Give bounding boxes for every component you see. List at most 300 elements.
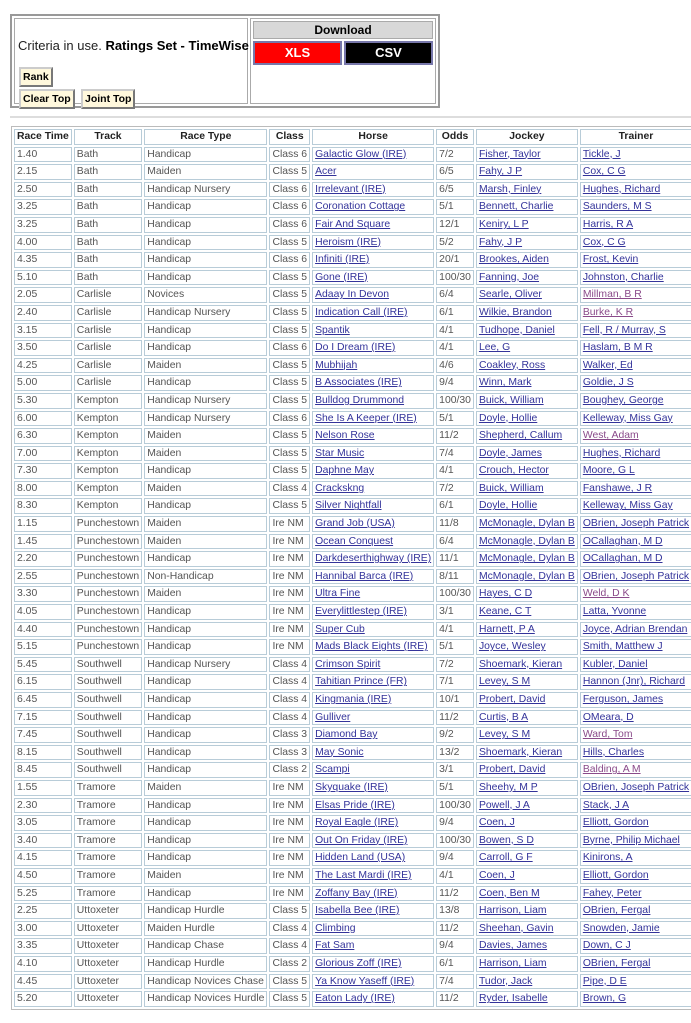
trainer-cell [580, 798, 691, 814]
horse-link[interactable]: Infiniti (IRE) [315, 254, 370, 266]
jockey-link[interactable]: Wilkie, Brandon [478, 306, 552, 318]
criteria-panel [10, 14, 440, 108]
table-row [14, 182, 691, 198]
trainer-link[interactable]: Cox, C G [582, 166, 626, 178]
trainer-link[interactable]: Elliott, Gordon [582, 817, 649, 829]
race-type-cell: Maiden [144, 428, 267, 444]
jockey-link[interactable]: Powell, J A [478, 799, 530, 811]
jockey-cell [476, 305, 578, 321]
jockey-cell [476, 833, 578, 849]
jockey-link[interactable]: Fisher, Taylor [478, 148, 541, 160]
jockey-link[interactable]: Harrison, Liam [478, 905, 547, 917]
race-type-cell: Handicap [144, 762, 267, 778]
jockey-cell [476, 938, 578, 954]
trainer-cell [580, 762, 691, 778]
trainer-link[interactable]: Balding, A M [582, 764, 641, 776]
race-time-cell: 4.15 [14, 850, 72, 866]
horse-link[interactable]: Ya Know Yaseff (IRE) [315, 975, 415, 987]
odds-cell: 3/1 [436, 604, 474, 620]
class-cell: Class 3 [269, 745, 310, 761]
race-time-cell: 2.50 [14, 182, 72, 198]
jockey-link[interactable]: Harrison, Liam [478, 957, 547, 969]
jockey-cell [476, 780, 578, 796]
horse-link[interactable]: Fat Sam [315, 940, 355, 952]
trainer-link[interactable]: OCallaghan, M D [582, 553, 663, 565]
horse-link[interactable]: She Is A Keeper (IRE) [315, 412, 417, 424]
track-cell: Punchestown [74, 516, 142, 532]
race-time-cell: 6.15 [14, 674, 72, 690]
trainer-cell [580, 710, 691, 726]
race-type-cell: Handicap Nursery [144, 411, 267, 427]
horse-link[interactable]: Heroism (IRE) [315, 236, 381, 248]
horse-link[interactable]: Coronation Cottage [315, 201, 406, 213]
jockey-link[interactable]: Shepherd, Callum [478, 430, 563, 442]
horse-link[interactable]: Acer [315, 166, 337, 178]
jockey-link[interactable]: Winn, Mark [478, 377, 532, 389]
horse-cell [312, 164, 434, 180]
horse-link[interactable]: Tahitian Prince (FR) [315, 676, 407, 688]
xls-download-button[interactable]: XLS [253, 41, 342, 65]
jockey-link[interactable]: Levey, S M [478, 729, 531, 741]
odds-cell: 9/4 [436, 375, 474, 391]
class-cell: Ire NM [269, 639, 310, 655]
table-row [14, 868, 691, 884]
jockey-link[interactable]: Keniry, L P [478, 218, 529, 230]
horse-cell [312, 815, 434, 831]
horse-link[interactable]: Royal Eagle (IRE) [315, 817, 399, 829]
jockey-link[interactable]: McMonagle, Dylan B [478, 570, 575, 582]
jockey-cell [476, 762, 578, 778]
race-time-cell: 2.30 [14, 798, 72, 814]
horse-link[interactable]: B Associates (IRE) [315, 377, 402, 389]
horse-link[interactable]: Mads Black Eights (IRE) [315, 641, 428, 653]
jockey-link[interactable]: Probert, David [478, 764, 546, 776]
class-cell: Class 4 [269, 938, 310, 954]
trainer-cell [580, 358, 691, 374]
odds-cell: 4/1 [436, 340, 474, 356]
odds-cell: 12/1 [436, 217, 474, 233]
class-cell: Ire NM [269, 780, 310, 796]
jockey-link[interactable]: Tudhope, Daniel [478, 324, 555, 336]
trainer-link[interactable]: OBrien, Joseph Patrick [582, 781, 690, 793]
jockey-link[interactable]: Bowen, S D [478, 834, 534, 846]
trainer-link[interactable]: Frost, Kevin [582, 254, 639, 266]
odds-cell: 5/1 [436, 639, 474, 655]
jockey-cell [476, 393, 578, 409]
trainer-link[interactable]: West, Adam [582, 430, 639, 442]
trainer-cell [580, 674, 691, 690]
table-row [14, 586, 691, 602]
trainer-link[interactable]: Down, C J [582, 940, 631, 952]
horse-link[interactable]: Everylittlestep (IRE) [315, 606, 407, 618]
jockey-link[interactable]: Searle, Oliver [478, 289, 542, 301]
jockey-link[interactable]: Coen, J [478, 869, 515, 881]
class-cell: Class 6 [269, 182, 310, 198]
trainer-cell [580, 604, 691, 620]
class-cell: Ire NM [269, 850, 310, 866]
jockey-link[interactable]: Keane, C T [478, 606, 532, 618]
odds-cell: 6/5 [436, 164, 474, 180]
horse-link[interactable]: Star Music [315, 447, 365, 459]
trainer-link[interactable]: Kelleway, Miss Gay [582, 500, 673, 512]
race-type-cell: Handicap [144, 498, 267, 514]
horse-link[interactable]: May Sonic [315, 746, 364, 758]
horse-cell [312, 182, 434, 198]
horse-link[interactable]: Ultra Fine [315, 588, 361, 600]
jockey-cell [476, 974, 578, 990]
trainer-link[interactable]: Brown, G [582, 993, 627, 1005]
rank-button[interactable]: Rank [19, 67, 53, 87]
horse-link[interactable]: Out On Friday (IRE) [315, 834, 408, 846]
jockey-link[interactable]: Fahy, J P [478, 166, 523, 178]
jockey-link[interactable]: Joyce, Wesley [478, 641, 546, 653]
trainer-link[interactable]: Snowden, Jamie [582, 922, 660, 934]
trainer-link[interactable]: Weld, D K [582, 588, 630, 600]
odds-cell: 10/1 [436, 692, 474, 708]
jockey-link[interactable]: Carroll, G F [478, 852, 533, 864]
trainer-link[interactable]: Fahey, Peter [582, 887, 642, 899]
race-time-cell: 1.45 [14, 534, 72, 550]
criteria-text: Criteria in use. Ratings Set - TimeWise [18, 38, 249, 53]
jockey-cell [476, 534, 578, 550]
horse-cell [312, 551, 434, 567]
trainer-link[interactable]: Kelleway, Miss Gay [582, 412, 673, 424]
race-type-cell: Handicap [144, 674, 267, 690]
trainer-link[interactable]: Kinirons, A [582, 852, 633, 864]
horse-cell [312, 358, 434, 374]
trainer-link[interactable]: Moore, G L [582, 465, 635, 477]
trainer-link[interactable]: OMeara, D [582, 711, 634, 723]
trainer-cell [580, 974, 691, 990]
jockey-link[interactable]: Coen, Ben M [478, 887, 540, 899]
jockey-link[interactable]: Sheehan, Gavin [478, 922, 554, 934]
race-type-cell: Handicap Nursery [144, 657, 267, 673]
track-cell: Tramore [74, 815, 142, 831]
trainer-link[interactable]: Goldie, J S [582, 377, 634, 389]
jockey-link[interactable]: Bennett, Charlie [478, 201, 554, 213]
trainer-link[interactable]: OBrien, Joseph Patrick [582, 518, 690, 530]
trainer-link[interactable]: Burke, K R [582, 306, 634, 318]
jockey-link[interactable]: Ryder, Isabelle [478, 993, 548, 1005]
race-type-cell: Handicap [144, 622, 267, 638]
trainer-cell [580, 463, 691, 479]
horse-cell [312, 446, 434, 462]
table-row [14, 604, 691, 620]
table-row [14, 551, 691, 567]
trainer-link[interactable]: Elliott, Gordon [582, 869, 649, 881]
jockey-link[interactable]: Brookes, Aiden [478, 254, 549, 266]
jockey-cell [476, 235, 578, 251]
horse-link[interactable]: Climbing [315, 922, 356, 934]
trainer-link[interactable]: Cox, C G [582, 236, 626, 248]
horse-link[interactable]: Skyquake (IRE) [315, 781, 388, 793]
class-cell: Class 3 [269, 727, 310, 743]
odds-cell: 11/2 [436, 710, 474, 726]
trainer-link[interactable]: Ferguson, James [582, 694, 664, 705]
trainer-cell [580, 551, 691, 567]
table-row [14, 340, 691, 356]
horse-link[interactable]: Gone (IRE) [315, 271, 368, 283]
table-row [14, 727, 691, 743]
table-row [14, 498, 691, 514]
horse-link[interactable]: Super Cub [315, 623, 365, 635]
jockey-link[interactable]: Coakley, Ross [478, 359, 546, 371]
horse-cell [312, 798, 434, 814]
horse-link[interactable]: Ocean Conquest [315, 535, 394, 547]
trainer-link[interactable]: OBrien, Fergal [582, 905, 651, 917]
class-cell: Class 5 [269, 235, 310, 251]
trainer-cell [580, 657, 691, 673]
jockey-link[interactable]: Tudor, Jack [478, 975, 533, 987]
trainer-link[interactable]: Hughes, Richard [582, 183, 661, 195]
jockey-link[interactable]: McMonagle, Dylan B [478, 553, 575, 565]
race-type-cell: Handicap [144, 551, 267, 567]
horse-link[interactable]: Galactic Glow (IRE) [315, 148, 407, 160]
horse-link[interactable]: Hidden Land (USA) [315, 852, 406, 864]
horse-link[interactable]: Isabella Bee (IRE) [315, 905, 400, 917]
odds-cell: 9/4 [436, 850, 474, 866]
horse-link[interactable]: Darkdeserthighway (IRE) [315, 553, 432, 565]
jockey-link[interactable]: McMonagle, Dylan B [478, 535, 575, 547]
race-type-cell: Handicap [144, 463, 267, 479]
jockey-link[interactable]: Fanning, Joe [478, 271, 540, 283]
race-type-cell: Handicap Hurdle [144, 903, 267, 919]
race-time-cell: 3.35 [14, 938, 72, 954]
horse-link[interactable]: Diamond Bay [315, 729, 378, 741]
track-cell: Southwell [74, 692, 142, 708]
race-time-cell: 2.05 [14, 287, 72, 303]
horse-link[interactable]: Crimson Spirit [315, 658, 381, 670]
class-cell: Ire NM [269, 815, 310, 831]
jockey-link[interactable]: Doyle, Hollie [478, 500, 538, 512]
jockey-link[interactable]: Davies, James [478, 940, 548, 952]
odds-cell: 7/1 [436, 674, 474, 690]
horse-link[interactable]: Do I Dream (IRE) [315, 342, 396, 354]
trainer-cell [580, 323, 691, 339]
track-cell: Punchestown [74, 569, 142, 585]
horse-link[interactable]: Daphne May [315, 465, 375, 477]
trainer-link[interactable]: Byrne, Philip Michael [582, 834, 680, 846]
class-cell: Ire NM [269, 551, 310, 567]
ratings-set: Ratings Set - TimeWise [105, 38, 249, 53]
class-cell: Class 6 [269, 199, 310, 215]
trainer-link[interactable]: Tickle, J [582, 148, 621, 160]
odds-cell: 7/2 [436, 147, 474, 163]
horse-cell [312, 762, 434, 778]
track-cell: Punchestown [74, 551, 142, 567]
class-cell: Class 4 [269, 481, 310, 497]
trainer-link[interactable]: Hills, Charles [582, 746, 645, 758]
class-cell: Ire NM [269, 604, 310, 620]
class-cell: Ire NM [269, 569, 310, 585]
trainer-link[interactable]: Stack, J A [582, 799, 630, 811]
trainer-link[interactable]: Joyce, Adrian Brendan [582, 623, 688, 635]
trainer-cell [580, 569, 691, 585]
trainer-link[interactable]: Fell, R / Murray, S [582, 324, 666, 336]
race-type-cell: Handicap [144, 745, 267, 761]
race-type-cell: Maiden [144, 446, 267, 462]
horse-link[interactable]: Eaton Lady (IRE) [315, 993, 395, 1005]
horse-link[interactable]: Irrelevant (IRE) [315, 183, 386, 195]
trainer-link[interactable]: Fanshawe, J R [582, 482, 653, 494]
horse-link[interactable]: Bulldog Drummond [315, 394, 405, 406]
table-row [14, 446, 691, 462]
jockey-link[interactable]: Coen, J [478, 817, 515, 829]
jockey-cell [476, 358, 578, 374]
horse-link[interactable]: Fair And Square [315, 218, 391, 230]
trainer-link[interactable]: OBrien, Joseph Patrick [582, 570, 690, 582]
track-cell: Bath [74, 164, 142, 180]
horse-link[interactable]: Adaay In Devon [315, 289, 390, 301]
horse-link[interactable]: Gulliver [315, 711, 351, 723]
horse-cell [312, 411, 434, 427]
horse-cell [312, 710, 434, 726]
track-cell: Tramore [74, 850, 142, 866]
trainer-link[interactable]: Harris, R A [582, 218, 634, 230]
odds-cell: 13/2 [436, 745, 474, 761]
horse-link[interactable]: Kingmania (IRE) [315, 694, 392, 705]
jockey-link[interactable]: Shoemark, Kieran [478, 658, 563, 670]
jockey-link[interactable]: Marsh, Finley [478, 183, 542, 195]
horse-cell [312, 604, 434, 620]
jockey-link[interactable]: McMonagle, Dylan B [478, 518, 575, 530]
horse-link[interactable]: Elsas Pride (IRE) [315, 799, 395, 811]
trainer-link[interactable]: Walker, Ed [582, 359, 633, 371]
jockey-link[interactable]: Doyle, James [478, 447, 542, 459]
jockey-link[interactable]: Sheehy, M P [478, 781, 538, 793]
horse-link[interactable]: Spantik [315, 324, 350, 336]
trainer-cell [580, 516, 691, 532]
jockey-link[interactable]: Probert, David [478, 694, 546, 705]
trainer-link[interactable]: OBrien, Fergal [582, 957, 651, 969]
horse-link[interactable]: Indication Call (IRE) [315, 306, 408, 318]
trainer-link[interactable]: Ward, Tom [582, 729, 633, 741]
csv-download-button[interactable]: CSV [344, 41, 433, 65]
jockey-link[interactable]: Crouch, Hector [478, 465, 549, 477]
horse-link[interactable]: Hannibal Barca (IRE) [315, 570, 414, 582]
trainer-cell [580, 868, 691, 884]
jockey-link[interactable]: Buick, William [478, 482, 544, 494]
horse-cell [312, 287, 434, 303]
trainer-cell [580, 235, 691, 251]
trainer-link[interactable]: Johnston, Charlie [582, 271, 664, 283]
track-cell: Uttoxeter [74, 974, 142, 990]
trainer-link[interactable]: Latta, Yvonne [582, 606, 647, 618]
horse-cell [312, 886, 434, 902]
horse-link[interactable]: Zoffany Bay (IRE) [315, 887, 398, 899]
odds-cell: 5/2 [436, 235, 474, 251]
trainer-link[interactable]: Hughes, Richard [582, 447, 661, 459]
horse-cell [312, 252, 434, 268]
horse-link[interactable]: Silver Nightfall [315, 500, 382, 512]
jockey-link[interactable]: Lee, G [478, 342, 511, 354]
jockey-cell [476, 182, 578, 198]
jockey-cell [476, 340, 578, 356]
jockey-link[interactable]: Levey, S M [478, 676, 531, 688]
odds-cell: 9/4 [436, 815, 474, 831]
trainer-link[interactable]: Smith, Matthew J [582, 641, 663, 653]
track-cell: Punchestown [74, 604, 142, 620]
column-header-race-type: Race Type [144, 129, 267, 145]
table-row [14, 252, 691, 268]
jockey-cell [476, 710, 578, 726]
class-cell: Ire NM [269, 868, 310, 884]
track-cell: Bath [74, 252, 142, 268]
jockey-cell [476, 622, 578, 638]
column-header-race-time: Race Time [14, 129, 72, 145]
trainer-link[interactable]: Kubler, Daniel [582, 658, 648, 670]
race-type-cell: Maiden [144, 516, 267, 532]
column-header-track: Track [74, 129, 142, 145]
horse-link[interactable]: Glorious Zoff (IRE) [315, 957, 402, 969]
jockey-link[interactable]: Curtis, B A [478, 711, 529, 723]
odds-cell: 7/2 [436, 657, 474, 673]
track-cell: Carlisle [74, 323, 142, 339]
race-type-cell: Handicap [144, 886, 267, 902]
trainer-link[interactable]: OCallaghan, M D [582, 535, 663, 547]
jockey-link[interactable]: Fahy, J P [478, 236, 523, 248]
track-cell: Uttoxeter [74, 903, 142, 919]
trainer-cell [580, 727, 691, 743]
trainer-cell [580, 199, 691, 215]
horse-cell [312, 199, 434, 215]
jockey-link[interactable]: Doyle, Hollie [478, 412, 538, 424]
jockey-link[interactable]: Hayes, C D [478, 588, 533, 600]
horse-cell [312, 938, 434, 954]
table-row [14, 411, 691, 427]
horse-link[interactable]: Nelson Rose [315, 430, 375, 442]
odds-cell: 7/4 [436, 446, 474, 462]
odds-cell: 4/6 [436, 358, 474, 374]
table-row [14, 235, 691, 251]
horse-cell [312, 745, 434, 761]
horse-link[interactable]: Crackskng [315, 482, 365, 494]
track-cell: Bath [74, 199, 142, 215]
jockey-cell [476, 956, 578, 972]
jockey-link[interactable]: Buick, William [478, 394, 544, 406]
trainer-link[interactable]: Pipe, D E [582, 975, 627, 987]
trainer-cell [580, 147, 691, 163]
race-time-cell: 7.45 [14, 727, 72, 743]
odds-cell: 4/1 [436, 463, 474, 479]
horse-link[interactable]: Scampi [315, 764, 350, 776]
track-cell: Uttoxeter [74, 938, 142, 954]
trainer-link[interactable]: Millman, B R [582, 289, 642, 301]
clear-top-button[interactable]: Clear Top [19, 89, 75, 109]
class-cell: Class 5 [269, 375, 310, 391]
horse-cell [312, 235, 434, 251]
jockey-cell [476, 886, 578, 902]
race-type-cell: Handicap [144, 217, 267, 233]
trainer-link[interactable]: Saunders, M S [582, 201, 652, 213]
jockey-link[interactable]: Shoemark, Kieran [478, 746, 563, 758]
joint-top-button[interactable]: Joint Top [81, 89, 135, 109]
horse-link[interactable]: Mubhijah [315, 359, 358, 371]
track-cell: Bath [74, 235, 142, 251]
horse-cell [312, 534, 434, 550]
trainer-link[interactable]: Haslam, B M R [582, 342, 653, 354]
track-cell: Carlisle [74, 358, 142, 374]
trainer-link[interactable]: Hannon (Jnr), Richard [582, 676, 686, 688]
odds-cell: 7/4 [436, 974, 474, 990]
table-row [14, 534, 691, 550]
horse-link[interactable]: The Last Mardi (IRE) [315, 869, 412, 881]
trainer-cell [580, 252, 691, 268]
jockey-link[interactable]: Harnett, P A [478, 623, 535, 635]
horse-link[interactable]: Grand Job (USA) [315, 518, 395, 530]
trainer-link[interactable]: Boughey, George [582, 394, 664, 406]
jockey-cell [476, 868, 578, 884]
